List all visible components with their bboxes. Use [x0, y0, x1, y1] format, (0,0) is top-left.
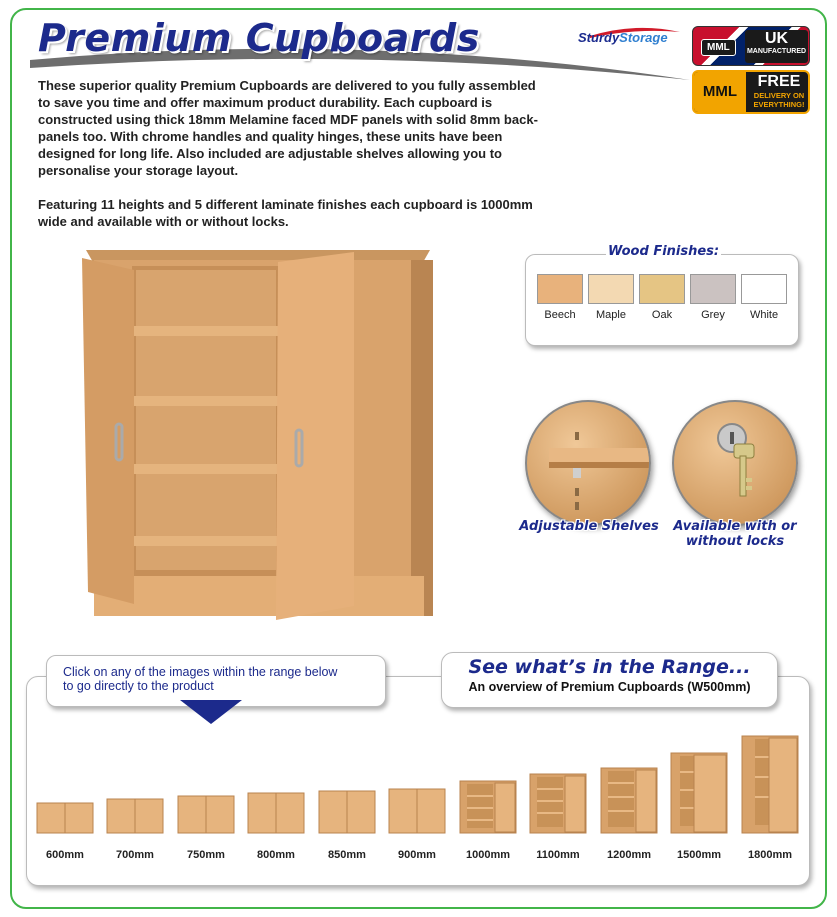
size-label[interactable]: 1800mm	[747, 849, 793, 861]
size-label[interactable]: 900mm	[398, 849, 436, 861]
size-label[interactable]: 1100mm	[536, 849, 580, 861]
range-title: See what’s in the Range...	[468, 656, 751, 678]
range-header	[441, 652, 778, 708]
size-label[interactable]: 1500mm	[676, 849, 722, 861]
adjustable-shelves-label: Adjustable Shelves	[519, 519, 659, 534]
mml-logo: MML	[694, 72, 746, 112]
click-instructions: Click on any of the images within the range below to go directly to the product	[46, 655, 386, 707]
size-label[interactable]: 600mm	[46, 849, 84, 861]
size-label[interactable]: 1000mm	[465, 849, 511, 861]
wood-finishes-panel	[525, 254, 799, 346]
finish-label: Oak	[651, 309, 673, 321]
sturdy-storage-logo: SturdyStorage	[578, 30, 668, 45]
cupboard-700mm-link[interactable]	[106, 798, 164, 834]
finish-label: Maple	[596, 309, 626, 321]
cupboard-1500mm-link[interactable]	[670, 752, 728, 834]
range-subtitle: An overview of Premium Cupboards (W500mm)	[468, 680, 751, 694]
finish-label: Beech	[544, 309, 576, 321]
description-paragraph: Featuring 11 heights and 5 different laminate finishes each cupboard is 1000mm wide and available with or without locks.	[38, 197, 533, 229]
finishes-title: Wood Finishes:	[608, 244, 720, 259]
adjustable-shelves-image	[525, 400, 651, 526]
cupboard-1100mm-link[interactable]	[529, 773, 587, 834]
swatch-beech[interactable]	[537, 274, 583, 304]
lock-image	[672, 400, 798, 526]
cupboard-750mm-link[interactable]	[177, 795, 235, 834]
size-label[interactable]: 750mm	[187, 849, 225, 861]
cupboard-1800mm-link[interactable]	[741, 735, 799, 834]
cupboard-900mm-link[interactable]	[388, 788, 446, 834]
product-description	[38, 77, 548, 247]
cupboard-850mm-link[interactable]	[318, 790, 376, 834]
finish-label: White	[749, 309, 779, 321]
swatch-maple[interactable]	[588, 274, 634, 304]
uk-manufactured-badge: MML UK MANUFACTURED	[692, 26, 810, 66]
swatch-oak[interactable]	[639, 274, 685, 304]
free-delivery-badge: MML FREE DELIVERY ON EVERYTHING!	[692, 70, 810, 114]
locks-label: Available with or without locks	[673, 519, 797, 549]
swatch-grey[interactable]	[690, 274, 736, 304]
size-label[interactable]: 1200mm	[606, 849, 652, 861]
mml-logo: MML	[701, 39, 736, 56]
cupboard-1000mm-link[interactable]	[459, 780, 517, 834]
cupboard-800mm-link[interactable]	[247, 792, 305, 834]
size-label[interactable]: 800mm	[257, 849, 295, 861]
key-lock-icon	[674, 402, 798, 526]
shelf-bracket-icon	[527, 402, 651, 526]
cupboard-1200mm-link[interactable]	[600, 767, 658, 834]
cupboard-600mm-link[interactable]	[36, 802, 94, 834]
arrow-down-icon	[180, 700, 242, 726]
size-label[interactable]: 850mm	[328, 849, 366, 861]
main-cupboard-image	[76, 244, 440, 622]
description-paragraph: These superior quality Premium Cupboards are delivered to you fully assembled to save you time and offer maximum product durability. Each cupboard is constructed using thick 18mm Melamine faced MDF panels with solid 8mm back-panels too. With chrome handles and quality hinges, these units have been designed for long life. Also included are adjustable shelves allowing you to personalise your storage layout.	[38, 78, 538, 178]
page-title: Premium Cupboards	[38, 16, 480, 60]
finish-label: Grey	[701, 309, 725, 321]
size-label[interactable]: 700mm	[116, 849, 154, 861]
swatch-white[interactable]	[741, 274, 787, 304]
